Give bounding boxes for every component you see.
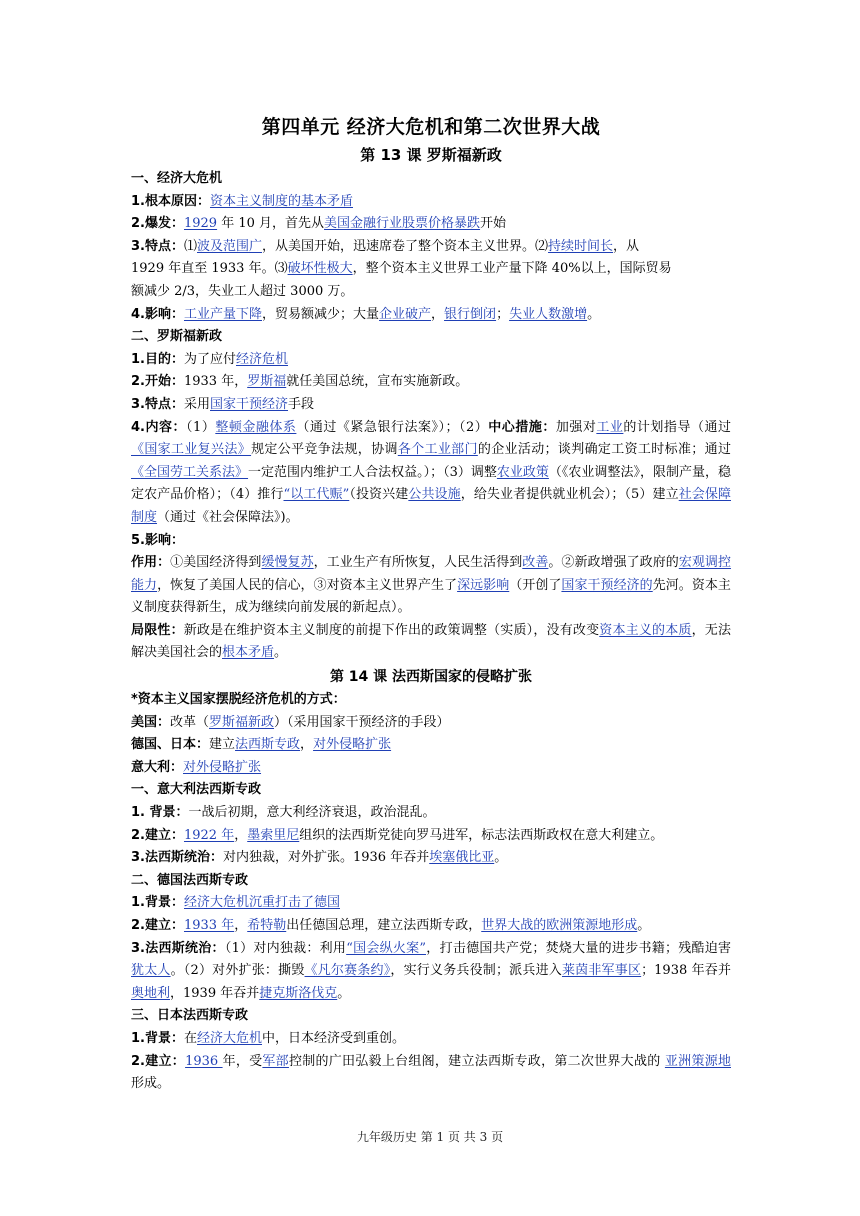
- germany-background-line: 1.背景：经济大危机沉重打击了德国: [131, 895, 340, 911]
- us-line: 美国：改革（罗斯福新政）（采用国家干预经济的手段）: [131, 714, 450, 730]
- page-footer: 九年级历史 第 1 页 共 3 页: [356, 1130, 504, 1144]
- italy-background-line: 1. 背景：一战后初期，意大利经济衰退，政治混乱。: [131, 805, 436, 821]
- germany-establish-line: 2.建立：1933 年，希特勒出任德国总理，建立法西斯专政，世界大战的欧洲策源地形成。: [131, 918, 651, 933]
- germany-rule-paragraph: 3.法西斯统治：（1）对内独裁：利用“国会纵火案”，打击德国共产党；焚烧大量的进步书籍；残酷迫害犹太人。（2）对外扩张：撕毁《凡尔赛条约》，实行义务兵役制；派兵进入莱茵非军事区；1938 年吞并奥地利，1939 年吞并捷克斯洛伐克。: [131, 940, 732, 1001]
- limitation-paragraph: 局限性：新政是在维护资本主义制度的前提下作出的政策调整（实质），没有改变资本主义的本质，无法解决美国社会的根本矛盾。: [131, 622, 731, 661]
- italy-establish-line: 2.建立：1922 年，墨索里尼组织的法西斯党徒向罗马进军，标志法西斯政权在意大利建立。: [131, 827, 664, 843]
- feature-line: 3.特点：采用国家干预经济手段: [131, 396, 315, 412]
- japan-establish-paragraph: 2.建立：1936 年，受军部控制的广田弘毅上台组阁，建立法西斯专政，第二次世界大战的 亚洲策源地形成。: [131, 1053, 731, 1092]
- unit-title: 第四单元 经济大危机和第二次世界大战: [261, 116, 601, 138]
- features-line-2: 1929 年直至 1933 年。⑶破坏性极大，整个资本主义世界工业产量下降 40%以上，国际贸易: [131, 261, 672, 277]
- features-line: 3.特点：⑴波及范围广，从美国开始，迅速席卷了整个资本主义世界。⑵持续时间长，从: [131, 238, 640, 254]
- document-page: [131, 112, 731, 1096]
- section-heading: 二、德国法西斯专政: [131, 872, 249, 888]
- start-line: 2.开始：1933 年，罗斯福就任美国总统，宣布实施新政。: [131, 374, 469, 390]
- lesson-13-title: 第 13 课 罗斯福新政: [360, 146, 502, 164]
- content-paragraph: 4.内容：（1）整顿金融体系（通过《紧急银行法案》）；（2）中心措施：加强对工业的计划指导（通过《国家工业复兴法》规定公平竞争法规，协调各个工业部门的企业活动；谈判确定工资工时标准；通过《全国劳工关系法》一定范围内维护工人合法权益。）；（3）调整农业政策（《农业调整法》，限制产量，稳定农产品价格）；（4）推行“以工代赈”（投资兴建公共设施，给失业者提供就业机会）；（5）建立社会保障制度（通过《社会保障法》)。: [131, 419, 731, 525]
- japan-background-line: 1.背景：在经济大危机中，日本经济受到重创。: [131, 1030, 406, 1046]
- section-heading: 二、罗斯福新政: [131, 329, 223, 345]
- cause-line: 1.根本原因：资本主义制度的基本矛盾: [131, 193, 353, 209]
- aim-line: 1.目的：为了应付经济危机: [131, 351, 289, 367]
- section-heading: 三、日本法西斯专政: [131, 1008, 249, 1024]
- germany-japan-line: 德国、日本：建立法西斯专政，对外侵略扩张: [131, 737, 392, 753]
- features-line-3: 额减少 2/3，失业工人超过 3000 万。: [131, 283, 354, 299]
- italy-rule-line: 3.法西斯统治：对内独裁，对外扩张。1936 年吞并埃塞俄比亚。: [131, 850, 508, 866]
- ways-heading: *资本主义国家摆脱经济危机的方式：: [131, 692, 346, 708]
- italy-line: 意大利：对外侵略扩张: [131, 759, 262, 775]
- impact-line: 4.影响：工业产量下降，贸易额减少；大量企业破产，银行倒闭；失业人数激增。: [131, 306, 601, 322]
- section-heading: 一、意大利法西斯专政: [131, 782, 262, 798]
- outbreak-line: 2.爆发：1929 年 10 月，首先从美国金融行业股票价格暴跌开始: [131, 216, 507, 232]
- impact-label: 5.影响：: [131, 532, 184, 548]
- effect-paragraph: 作用：①美国经济得到缓慢复苏，工业生产有所恢复，人民生活得到改善。②新政增强了政府的宏观调控能力，恢复了美国人民的信心，③对资本主义世界产生了深远影响（开创了国家干预经济的先河。资本主义制度获得新生，成为继续向前发展的新起点）。: [131, 555, 731, 616]
- section-heading: 一、经济大危机: [131, 171, 223, 186]
- lesson-14-title: 第 14 课 法西斯国家的侵略扩张: [329, 669, 533, 686]
